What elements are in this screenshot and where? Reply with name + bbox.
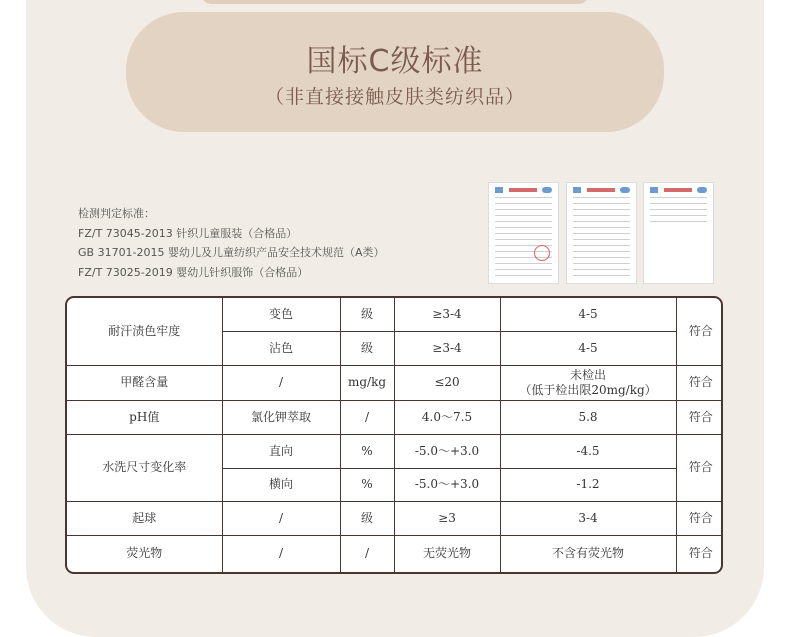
requirement-cell: ≥3 <box>394 501 500 535</box>
verdict-cell: 符合 <box>676 501 723 535</box>
table-row <box>67 365 723 400</box>
sub-item-cell: / <box>222 501 340 535</box>
verdict-cell: 符合 <box>676 434 723 501</box>
verdict-cell: 符合 <box>676 535 723 572</box>
requirement-cell: ≤20 <box>394 365 500 400</box>
unit-cell: 级 <box>340 298 394 331</box>
unit-cell: 级 <box>340 331 394 365</box>
standard-item: FZ/T 73045-2013 针织儿童服装（合格品） <box>78 226 298 240</box>
test-report-thumbnails <box>488 182 714 284</box>
result-cell: 3-4 <box>500 501 676 535</box>
verdict-cell: 符合 <box>676 298 723 365</box>
requirement-cell: -5.0～+3.0 <box>394 468 500 501</box>
sub-item-cell: 横向 <box>222 468 340 501</box>
requirement-cell: -5.0～+3.0 <box>394 434 500 468</box>
sub-item-cell: 变色 <box>222 298 340 331</box>
result-cell: -4.5 <box>500 434 676 468</box>
verdict-cell: 符合 <box>676 365 723 400</box>
result-line: 未检出 <box>569 367 606 382</box>
seal-stamp <box>534 245 550 261</box>
sub-item-cell: 直向 <box>222 434 340 468</box>
unit-cell: / <box>340 400 394 434</box>
result-cell <box>500 365 676 400</box>
unit-cell: mg/kg <box>340 365 394 400</box>
result-cell: 4-5 <box>500 331 676 365</box>
sub-item-cell: 氯化钾萃取 <box>222 400 340 434</box>
unit-cell: / <box>340 535 394 572</box>
unit-cell: % <box>340 434 394 468</box>
item-cell: 荧光物 <box>67 535 222 572</box>
result-cell: -1.2 <box>500 468 676 501</box>
item-cell: 甲醛含量 <box>67 365 222 400</box>
item-cell: pH值 <box>67 400 222 434</box>
standards-list <box>78 204 385 282</box>
top-tab <box>200 0 590 4</box>
result-cell: 5.8 <box>500 400 676 434</box>
sub-item-cell: 沾色 <box>222 331 340 365</box>
sub-item-cell: / <box>222 535 340 572</box>
sub-item-cell: / <box>222 365 340 400</box>
standard-item: GB 31701-2015 婴幼儿及儿童纺织产品安全技术规范（A类） <box>78 246 385 259</box>
test-results-table <box>65 296 723 574</box>
table-row <box>67 501 723 535</box>
requirement-cell: ≥3-4 <box>394 298 500 331</box>
requirement-cell: 无荧光物 <box>394 535 500 572</box>
table-row <box>67 298 723 331</box>
item-cell: 耐汗渍色牢度 <box>67 298 222 365</box>
table-row <box>67 400 723 434</box>
banner-title: 国标C级标准 <box>306 44 484 79</box>
test-report-image <box>566 182 637 284</box>
standard-item: FZ/T 73025-2019 婴幼儿针织服饰（合格品） <box>78 265 309 279</box>
banner-subtitle: （非直接接触皮肤类纺织品） <box>264 86 525 108</box>
requirement-cell: ≥3-4 <box>394 331 500 365</box>
result-cell: 不含有荧光物 <box>500 535 676 572</box>
item-cell: 起球 <box>67 501 222 535</box>
item-cell: 水洗尺寸变化率 <box>67 434 222 501</box>
test-report-image <box>643 182 714 284</box>
result-note: （低于检出限20mg/kg） <box>519 382 657 397</box>
verdict-cell: 符合 <box>676 400 723 434</box>
requirement-cell: 4.0～7.5 <box>394 400 500 434</box>
result-cell: 4-5 <box>500 298 676 331</box>
unit-cell: % <box>340 468 394 501</box>
table-row <box>67 535 723 572</box>
unit-cell: 级 <box>340 501 394 535</box>
title-banner <box>126 12 664 132</box>
table-row <box>67 434 723 468</box>
test-report-image <box>488 182 559 284</box>
standards-heading: 检测判定标准： <box>78 207 155 220</box>
